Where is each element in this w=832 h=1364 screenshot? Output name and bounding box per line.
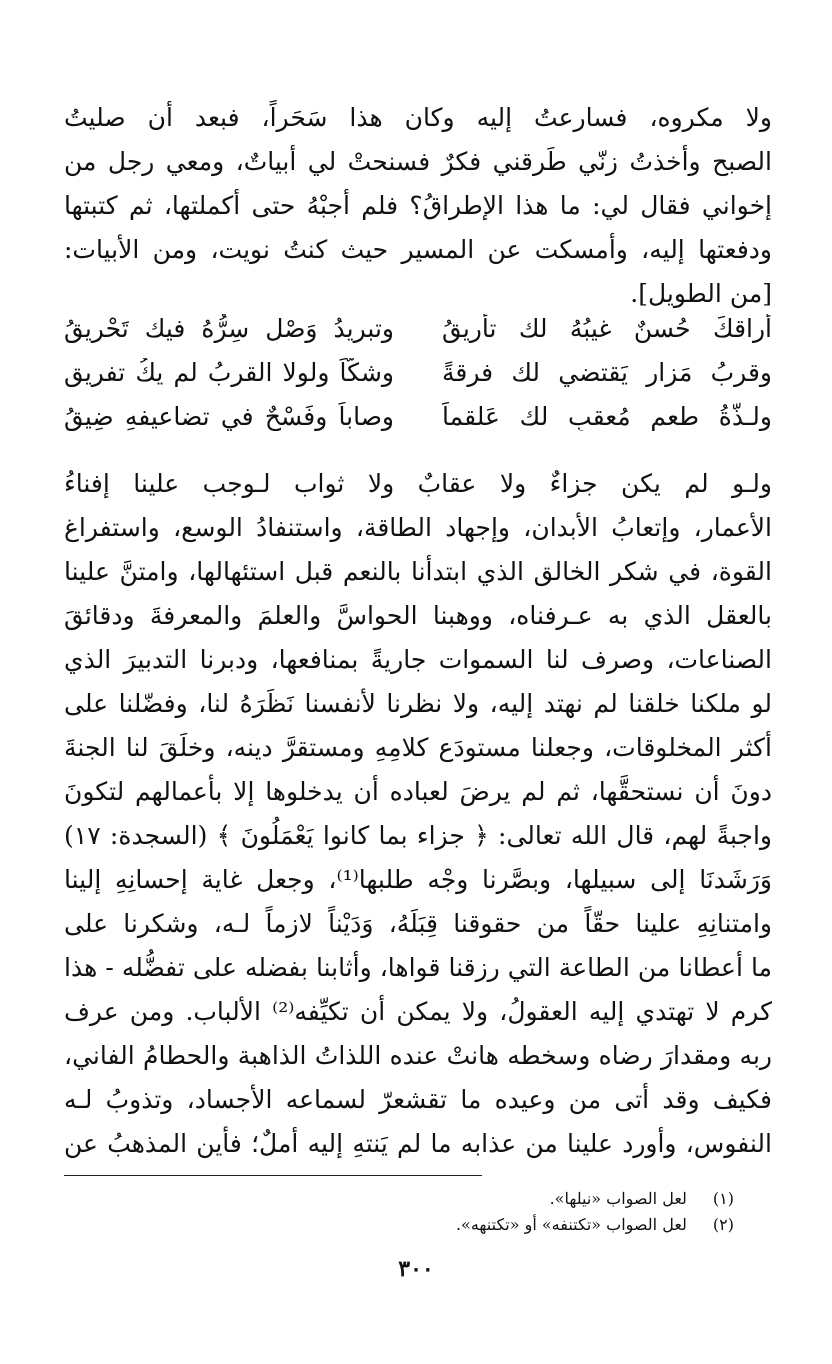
text-line: وَرَشَدنَا إلى سبيلها، وبصَّرنا وجْه طلبها⁽¹⁾، وجعل غاية إحسانِهِ إلينا (64, 865, 772, 894)
page-number: ٣٠٠ (398, 1256, 434, 1282)
text-line: ودفعتها إليه، وأمسكت عن المسير حيث كنتُ نويت، ومن الأبيات: (64, 235, 772, 264)
verse-first-hemistich: وقربُ مَزارٍ يَقتضي لك فرقةً (442, 358, 772, 387)
verse-first-hemistich: ولـذّةُ طعمٍ مُعقبٍ لك عَلقماً (442, 402, 772, 431)
verse-second-hemistich: وصاباً وفَسْحٌ في تضاعيفهِ ضِيقُ (64, 402, 394, 431)
text-line: ما أعطانا من الطاعة التي رزقنا قواها، وأثابنا بفضله على تفضُّله - هذا (64, 953, 772, 982)
text-line: لو ملكنا خلقنا لم نهتد إليه، ولا نظرنا لأنفسنا نَظَرَهُ لنا، وفضّلنا على (64, 689, 772, 718)
text-line: فكيف وقد أتى من وعيده ما تقشعرّ لسماعه الأجساد، وتذوبُ لـه (64, 1085, 772, 1114)
footnote (94, 1186, 734, 1212)
text-line: ولا مكروه، فسارعتُ إليه وكان هذا سَحَراً، فبعد أن صليتُ (64, 103, 772, 132)
verse-row (64, 314, 772, 358)
poem-verses (64, 314, 772, 446)
verse-first-hemistich: أراقكَ حُسنٌ غيبُهُ لك تأريقُ (442, 314, 772, 343)
text-line: الصناعات، وصرف لنا السموات جاريةً بمنافعها، ودبرنا التدبيرَ الذي (64, 645, 772, 674)
text-line: ولـو لم يكن جزاءٌ ولا عقابٌ ولا ثواب لـوجب علينا إفناءُ (64, 469, 772, 498)
text-line: القوة، في شكر الخالق الذي ابتدأنا بالنعم قبل استئهالها، وامتنَّ علينا (64, 557, 772, 586)
text-line: الأعمار، وإتعابُ الأبدان، وإجهاد الطاقة، واستنفادُ الوسع، واستفراغ (64, 513, 772, 542)
text-line: ربه ومقدارَ رضاه وسخطه هانتْ عنده اللذاتُ الذاهبة والحطامُ الفاني، (64, 1041, 772, 1070)
text-line: إخواني فقال لي: ما هذا الإطراقُ؟ فلم أجبْهُ حتى أكملتها، ثم كتبتها (64, 191, 772, 220)
footnote (94, 1212, 734, 1238)
text-line: أكثر المخلوقات، وجعلنا مستودَع كلامِهِ ومستقرَّ دينه، وخلَقَ لنا الجنةَ (64, 733, 772, 762)
paragraph-main (64, 462, 772, 1166)
footnote-number: (١) (712, 1189, 734, 1208)
text-line: وامتنانِهِ علينا حقّاً من حقوقنا قِبَلَهُ، وَدَيْناً لازماً لـه، وشكرنا على (64, 909, 772, 938)
paragraph-intro (64, 96, 772, 316)
footnote-number: (٢) (712, 1215, 734, 1234)
meter-label: [من الطويل]. (630, 279, 772, 308)
text-line: كرم لا تهتدي إليه العقولُ، ولا يمكن أن تكيِّفه⁽²⁾ الألباب. ومن عرف (64, 997, 772, 1026)
text-line: النفوس، وأورد علينا من عذابه ما لم يَنتهِ إليه أملٌ؛ فأين المذهبُ عن (64, 1129, 772, 1158)
verse-second-hemistich: وشكّاً ولولا القربُ لم يكُ تفريق (64, 358, 394, 387)
text-line: بالعقل الذي به عـرفناه، ووهبنا الحواسَّ والعلمَ والمعرفةَ ودقائقَ (64, 601, 772, 630)
verse-row (64, 402, 772, 446)
verse-second-hemistich: وتبريدُ وَصْلٍ سِرُّهُ فيك تَحْريقُ (64, 314, 394, 343)
text-line: دونَ أن نستحقَّها، ثم لم يرضَ لعباده أن يدخلوها إلا بأعمالهم لتكونَ (64, 777, 772, 806)
footnote-separator (64, 1175, 482, 1176)
footnote-text: لعل الصواب «تكتنفه» أو «تكتنهه». (455, 1215, 687, 1234)
footnotes (94, 1186, 734, 1238)
footnote-text: لعل الصواب «نيلها». (549, 1189, 687, 1208)
text-line: الصبح وأخذتُ زنّي طَرقني فكرٌ فسنحتْ لي أبياتٌ، ومعي رجل من (64, 147, 772, 176)
quran-citation-line: واجبةً لهم، قال الله تعالى: ﴿ جزاء بما كانوا يَعْمَلُونَ ﴾ (السجدة: ١٧) (64, 821, 772, 850)
verse-row (64, 358, 772, 402)
